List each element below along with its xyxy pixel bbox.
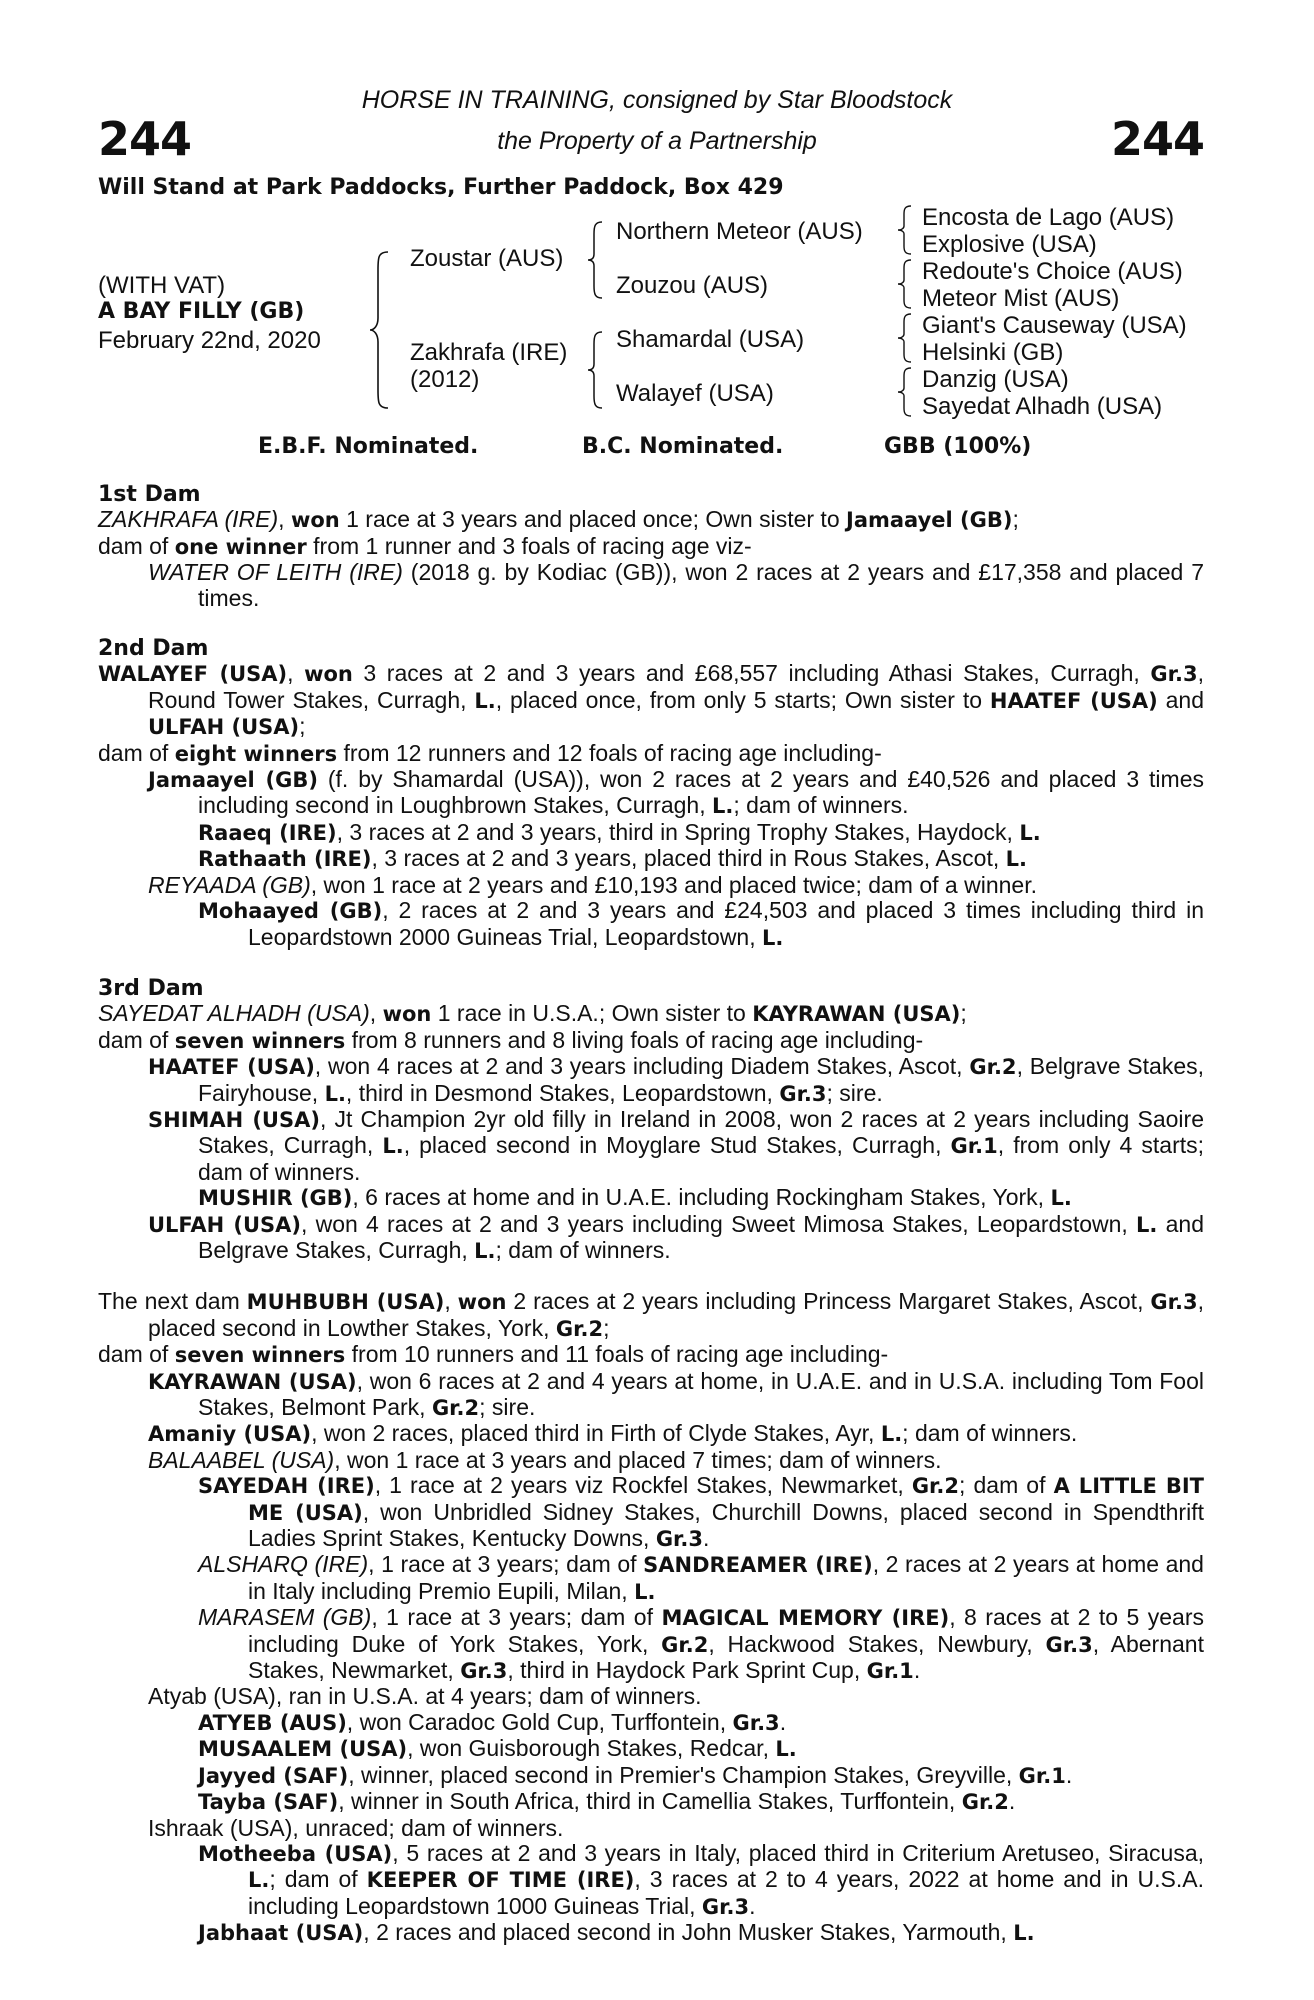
next-dam-foal-balaabel: BALAABEL (USA), won 1 race at 3 years and placed 7 times; dam of winners. xyxy=(148,1446,942,1473)
brace-icon xyxy=(586,330,606,410)
second-dam-grandfoal-rathaath: Rathaath (IRE), 3 races at 2 and 3 years, placed third in Rous Stakes, Ascot, L. xyxy=(198,845,1027,872)
gbb-status: GBB (100%) xyxy=(884,434,1032,459)
dam-sire-sire: Giant's Causeway (USA) xyxy=(922,312,1187,339)
foaling-date: February 22nd, 2020 xyxy=(98,327,321,354)
second-dam-foal-reyaada: REYAADA (GB), won 1 race at 2 years and £10,193 and placed twice; dam of a winner. xyxy=(148,871,1037,898)
next-dam-summary: The next dam MUHBUBH (USA), won 2 races at 2 years including Princess Margaret Stakes, Ascot, Gr.3, placed second in Lowther Stakes, York, Gr.2; xyxy=(98,1288,1204,1341)
brace-icon xyxy=(896,204,914,256)
first-dam-produce: dam of one winner from 1 runner and 3 foals of racing age viz- xyxy=(98,532,752,559)
second-dam-grandfoal-raaeq: Raaeq (IRE), 3 races at 2 and 3 years, third in Spring Trophy Stakes, Haydock, L. xyxy=(198,818,1041,845)
ebf-nomination: E.B.F. Nominated. xyxy=(258,434,479,459)
dam-dam: Walayef (USA) xyxy=(616,380,774,407)
consignor-line: HORSE IN TRAINING, consigned by Star Bloodstock xyxy=(361,86,953,114)
sire-dam-sire: Redoute's Choice (AUS) xyxy=(922,258,1183,285)
next-dam-foal-atyab: Atyab (USA), ran in U.S.A. at 4 years; dam of winners. xyxy=(148,1683,702,1710)
second-dam-foal-jamaayel: Jamaayel (GB) (f. by Shamardal (USA)), won 2 races at 2 years and £40,526 and placed 3 times including second in Loughbrown Stakes, Curragh, L.; dam of winners. xyxy=(148,766,1204,819)
next-dam-grandfoal-jayyed: Jayyed (SAF), winner, placed second in Premier's Champion Stakes, Greyville, Gr.1. xyxy=(198,1761,1073,1788)
lot-number-left: 244 xyxy=(98,112,192,166)
dam-dam-sire: Danzig (USA) xyxy=(922,366,1069,393)
brace-icon xyxy=(896,312,914,364)
third-dam-summary: SAYEDAT ALHADH (USA), won 1 race in U.S.A.; Own sister to KAYRAWAN (USA); xyxy=(98,1000,967,1027)
stand-location: Will Stand at Park Paddocks, Further Paddock, Box 429 xyxy=(98,175,784,200)
lot-number-right: 244 xyxy=(1110,112,1204,166)
first-dam-summary: ZAKHRAFA (IRE), won 1 race at 3 years and placed once; Own sister to Jamaayel (GB); xyxy=(98,506,1019,533)
dam-year: (2012) xyxy=(410,366,480,393)
brace-icon xyxy=(896,258,914,310)
next-dam-grandfoal-sayedah: SAYEDAH (IRE), 1 race at 2 years viz Rockfel Stakes, Newmarket, Gr.2; dam of A LITTLE BIT ME (USA), won Unbridled Sidney Stakes, Churchill Downs, placed second in Spendthrift Ladies Sprint Stakes, Kentucky Downs, Gr.3. xyxy=(198,1472,1205,1552)
property-line: the Property of a Partnership xyxy=(497,127,817,155)
first-dam-foal: WATER OF LEITH (IRE) (2018 g. by Kodiac (GB)), won 2 races at 2 years and £17,358 and placed 7 times. xyxy=(148,559,1204,611)
sire-sire: Northern Meteor (AUS) xyxy=(616,218,863,245)
next-dam-grandfoal-alsharq: ALSHARQ (IRE), 1 race at 3 years; dam of SANDREAMER (IRE), 2 races at 2 years at home and in Italy including Premio Eupili, Milan, L. xyxy=(198,1551,1204,1604)
third-dam-foal-ulfah: ULFAH (USA), won 4 races at 2 and 3 years including Sweet Mimosa Stakes, Leopardstown, L. and Belgrave Stakes, Curragh, L.; dam of winners. xyxy=(148,1210,1204,1263)
next-dam-produce: dam of seven winners from 10 runners and 11 foals of racing age including- xyxy=(98,1341,889,1368)
next-dam-foal-amaniy: Amaniy (USA), won 2 races, placed third in Firth of Clyde Stakes, Ayr, L.; dam of winners. xyxy=(148,1420,1078,1447)
horse-name: A BAY FILLY (GB) xyxy=(98,299,305,324)
sire-dam-dam: Meteor Mist (AUS) xyxy=(922,285,1120,312)
vat-note: (WITH VAT) xyxy=(98,272,226,299)
second-dam-summary: WALAYEF (USA), won 3 races at 2 and 3 years and £68,557 including Athasi Stakes, Curragh, Gr.3, Round Tower Stakes, Curragh, L., placed once, from only 5 starts; Own sister to HAATEF (USA) and ULFAH (USA); xyxy=(98,660,1205,740)
second-dam-grandfoal-mohaayed: Mohaayed (GB), 2 races at 2 and 3 years and £24,503 and placed 3 times including third in Leopardstown 2000 Guineas Trial, Leopardstown, L. xyxy=(198,897,1204,950)
dam-family-text xyxy=(98,482,1204,1947)
next-dam-grandfoal-tayba: Tayba (SAF), winner in South Africa, third in Camellia Stakes, Turffontein, Gr.2. xyxy=(198,1788,1016,1815)
dam-sire: Shamardal (USA) xyxy=(616,326,805,353)
bc-nomination: B.C. Nominated. xyxy=(582,434,784,459)
second-dam-produce: dam of eight winners from 12 runners and 12 foals of racing age including- xyxy=(98,739,882,766)
third-dam-heading: 3rd Dam xyxy=(98,975,204,1001)
next-dam-grandfoal-motheeba: Motheeba (USA), 5 races at 2 and 3 years in Italy, placed third in Criterium Aretuseo, Siracusa, L.; dam of KEEPER OF TIME (IRE), 3 races at 2 to 4 years, 2022 at home and in U.S.A. including Leopardstown 1000 Guineas Trial, Gr.3. xyxy=(198,1839,1205,1919)
next-dam-foal-ishraak: Ishraak (USA), unraced; dam of winners. xyxy=(148,1814,564,1841)
third-dam-grandfoal-mushir: MUSHIR (GB), 6 races at home and in U.A.E. including Rockingham Stakes, York, L. xyxy=(198,1184,1072,1211)
next-dam-grandfoal-musaalem: MUSAALEM (USA), won Guisborough Stakes, Redcar, L. xyxy=(198,1735,797,1762)
sire-dam: Zouzou (AUS) xyxy=(616,272,769,299)
dam-dam-dam: Sayedat Alhadh (USA) xyxy=(922,393,1163,420)
brace-icon xyxy=(586,220,606,300)
second-dam-heading: 2nd Dam xyxy=(98,636,209,662)
first-dam-heading: 1st Dam xyxy=(98,482,201,507)
dam-name: Zakhrafa (IRE) xyxy=(410,339,568,366)
third-dam-foal-haatef: HAATEF (USA), won 4 races at 2 and 3 years including Diadem Stakes, Ascot, Gr.2, Belgrave Stakes, Fairyhouse, L., third in Desmond Stakes, Leopardstown, Gr.3; sire. xyxy=(148,1053,1204,1106)
next-dam-grandfoal-jabhaat: Jabhaat (USA), 2 races and placed second in John Musker Stakes, Yarmouth, L. xyxy=(198,1919,1035,1946)
third-dam-foal-shimah: SHIMAH (USA), Jt Champion 2yr old filly in Ireland in 2008, won 2 races at 2 years including Saoire Stakes, Curragh, L., placed second in Moyglare Stud Stakes, Curragh, Gr.1, from only 4 starts; dam of winners. xyxy=(148,1105,1205,1185)
sire-name: Zoustar (AUS) xyxy=(410,245,564,272)
sire-sire-sire: Encosta de Lago (AUS) xyxy=(922,204,1175,231)
sire-sire-dam: Explosive (USA) xyxy=(922,231,1097,258)
third-dam-produce: dam of seven winners from 8 runners and 8 living foals of racing age including- xyxy=(98,1026,924,1053)
brace-icon xyxy=(368,250,392,410)
next-dam-foal-kayrawan: KAYRAWAN (USA), won 6 races at 2 and 4 years at home, in U.A.E. and in U.S.A. including Tom Fool Stakes, Belmont Park, Gr.2; sire. xyxy=(148,1367,1205,1420)
brace-icon xyxy=(896,366,914,418)
dam-sire-dam: Helsinki (GB) xyxy=(922,339,1064,366)
next-dam-grandfoal-marasem: MARASEM (GB), 1 race at 3 years; dam of MAGICAL MEMORY (IRE), 8 races at 2 to 5 years including Duke of York Stakes, York, Gr.2, Hackwood Stakes, Newbury, Gr.3, Abernant Stakes, Newmarket, Gr.3, third in Haydock Park Sprint Cup, Gr.1. xyxy=(198,1604,1205,1684)
next-dam-grandfoal-atyeb: ATYEB (AUS), won Caradoc Gold Cup, Turffontein, Gr.3. xyxy=(198,1708,787,1735)
